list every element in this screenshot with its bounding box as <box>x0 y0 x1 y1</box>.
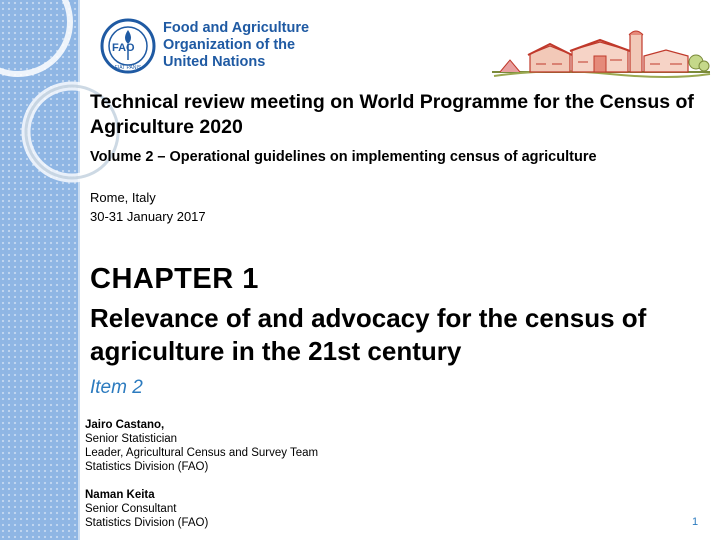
author-2-name: Naman Keita <box>85 489 155 501</box>
author-1-name: Jairo Castano, <box>85 419 165 431</box>
meeting-title: Technical review meeting on World Programme for the Census of Agriculture 2020 <box>90 91 694 138</box>
emblem-text: FAO <box>112 42 135 54</box>
volume-subtitle: Volume 2 – Operational guidelines on implementing census of agriculture <box>90 149 597 165</box>
author-2-role: Senior Consultant <box>85 503 177 515</box>
chapter-label: CHAPTER 1 <box>90 263 259 295</box>
farm-illustration <box>490 24 712 80</box>
chapter-title: Relevance of and advocacy for the census of agriculture in the 21st century <box>90 303 647 366</box>
author-1-role: Senior Statistician <box>85 433 178 445</box>
authors-block <box>85 418 318 530</box>
item-label: Item 2 <box>90 377 143 398</box>
author-spacer <box>85 474 318 488</box>
org-name-line-2: Organization of the <box>163 37 296 53</box>
page-number: 1 <box>692 516 699 528</box>
author-1-division: Statistics Division (FAO) <box>85 461 209 473</box>
organization-name <box>163 20 309 71</box>
author-1-team: Leader, Agricultural Census and Survey Team <box>85 447 319 459</box>
author-2-division: Statistics Division (FAO) <box>85 517 209 529</box>
meeting-place: Rome, Italy <box>90 190 156 205</box>
org-name-line-3: United Nations <box>163 54 266 70</box>
org-name-line-1: Food and Agriculture <box>163 20 310 36</box>
fao-emblem-logo <box>100 18 156 74</box>
meeting-dates: 30-31 January 2017 <box>90 209 206 224</box>
emblem-motto: FIAT PANIS <box>114 65 142 71</box>
